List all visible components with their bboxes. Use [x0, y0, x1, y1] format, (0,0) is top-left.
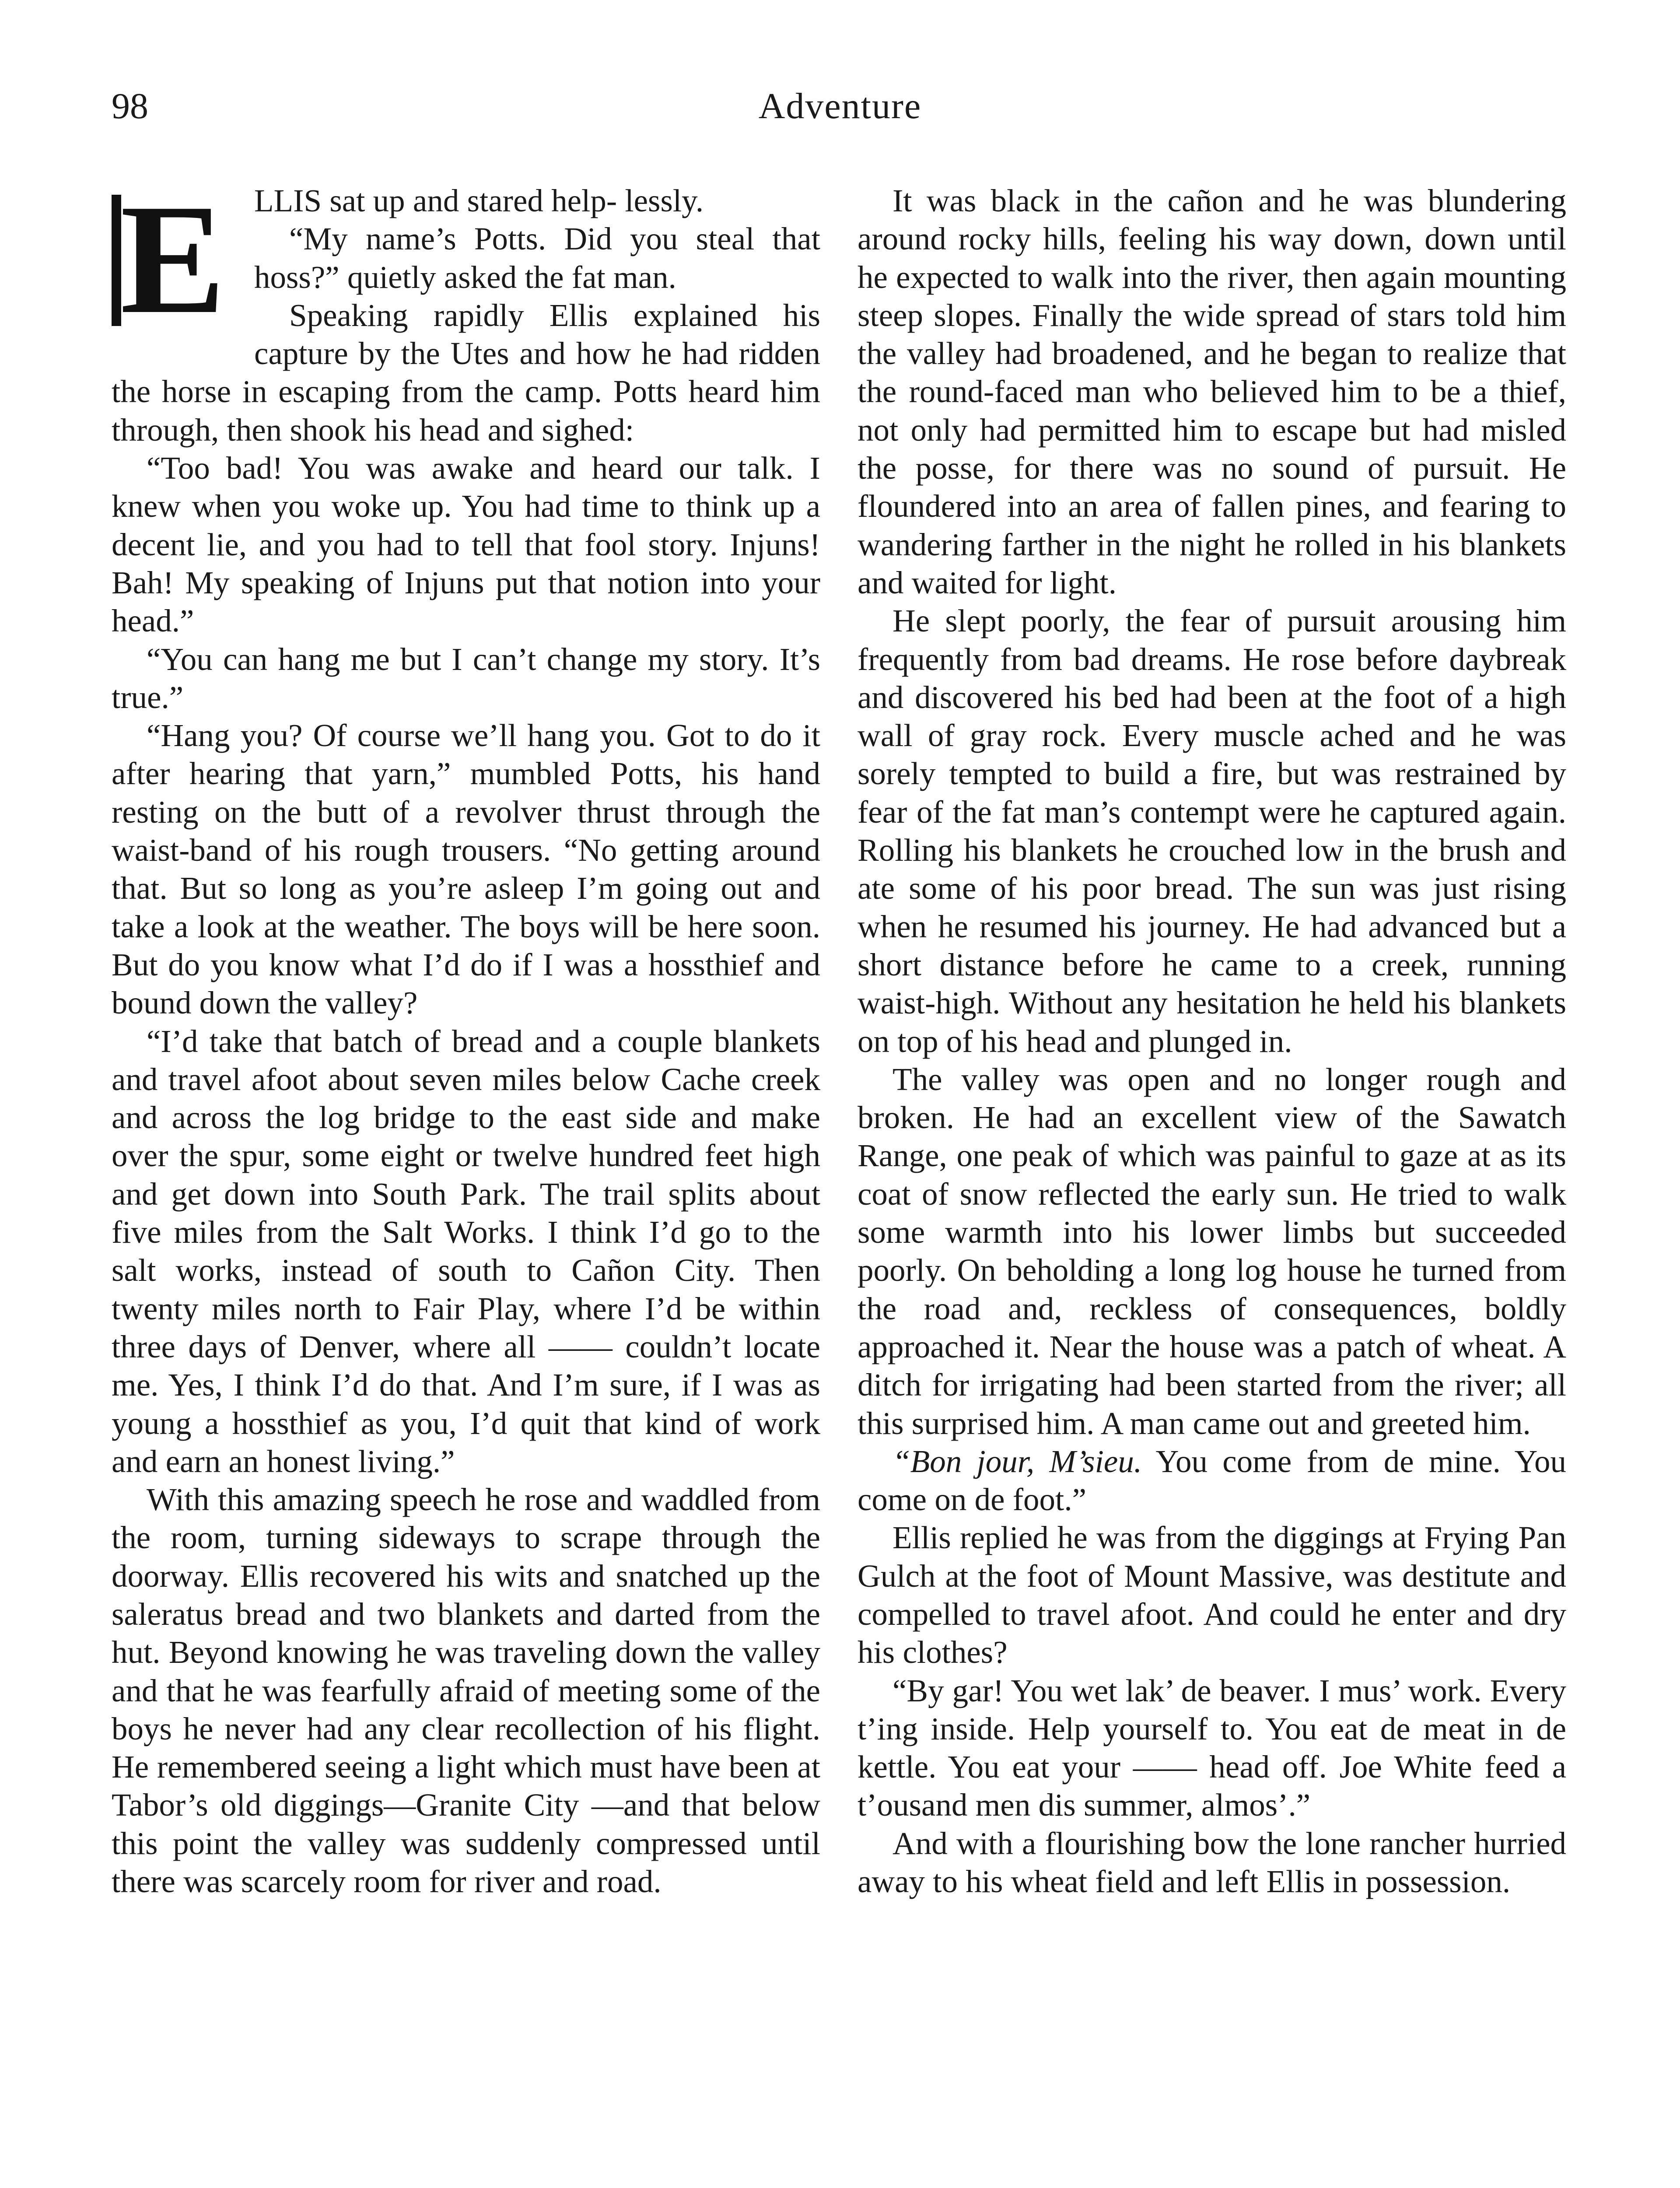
running-head-title: Adventure	[758, 86, 922, 126]
paragraph: The valley was open and no longer rough and broken. He had an excellent view of the Sawatch Range, one peak of which was painful to gaze at as its coat of snow reflected the early sun. He tried to walk some warmth into his lower limbs but succeeded poorly. On beholding a long log house he turned from the road and, reckless of consequences, boldly approached it. Near the house was a patch of wheat. A ditch for irrigating had been started from the river; all this surprised him. A man came out and greeted him.	[858, 1061, 1566, 1441]
paragraph: “By gar! You wet lak’ de beaver. I mus’ work. Every t’ing inside. Help yourself to. You eat de meat in de kettle. You eat your —— head off. Joe White feed a t’ousand men dis summer, almos’.”	[858, 1673, 1566, 1823]
paragraph: “You can hang me but I can’t change my story. It’s true.”	[112, 641, 820, 715]
page-number: 98	[112, 86, 148, 126]
italic-greeting: “Bon jour, M’sieu.	[892, 1443, 1142, 1479]
paragraph-dialogue	[858, 1442, 1566, 1519]
paragraph: Ellis replied he was from the diggings at Frying Pan Gulch at the foot of Mount Massive, was destitute and compelled to travel afoot. And could he enter and dry his clothes?	[858, 1520, 1566, 1670]
paragraph: LLIS sat up and stared help- lessly.	[254, 183, 704, 218]
paragraph: With this amazing speech he rose and waddled from the room, turning sideways to scrape through the doorway. Ellis recovered his wits and snatched up the saleratus bread and two blankets and darted from the hut. Beyond knowing he was traveling down the valley and that he was fearfully afraid of meeting some of the boys he never had any clear recollection of his flight. He remembered seeing a light which must have been at Tabor’s old diggings—Granite City —and that below this point the valley was suddenly compressed until there was scarcely room for river and road.	[112, 1482, 820, 1900]
paragraph: “I’d take that batch of bread and a couple blankets and travel afoot about seven miles below Cache creek and across the log bridge to the east side and make over the spur, some eight or twelve hundred feet high and get down into South Park. The trail splits about five miles from the Salt Works. I think I’d go to the salt works, instead of south to Cañon City. Then twenty miles north to Fair Play, where I’d be within three days of Denver, where all —— couldn’t locate me. Yes, I think I’d do that. And I’m sure, if I was as young a hossthief as you, I’d quit that kind of work and earn an honest living.”	[112, 1023, 820, 1479]
paragraph: “Too bad! You was awake and heard our talk. I knew when you woke up. You had time to think up a decent lie, and you had to tell that fool story. Injuns! Bah! My speaking of Injuns put that notion into your head.”	[112, 450, 820, 639]
page-header	[112, 82, 1568, 130]
paragraph: It was black in the cañon and he was blundering around rocky hills, feeling his way down, down until he expected to walk into the river, then again mounting steep slopes. Finally the wide spread of stars told him the valley had broadened, and he began to realize that the round-faced man who believed him to be a thief, not only had permitted him to escape but had misled the posse, for there was no sound of pursuit. He floundered into an area of fallen pines, and fearing to wandering farther in the night he rolled in his blankets and waited for light.	[858, 183, 1566, 600]
left-column	[112, 172, 820, 1900]
paragraph: He slept poorly, the fear of pursuit arousing him frequently from bad dreams. He rose before daybreak and discovered his bed had been at the foot of a high wall of gray rock. Every muscle ached and he was sorely tempted to build a fire, but was restrained by fear of the fat man’s contempt were he captured again. Rolling his blankets he crouched low in the brush and ate some of his poor bread. The sun was just rising when he resumed his journey. He had advanced but a short distance before he came to a creek, running waist-high. Without any hesitation he held his blankets on top of his head and plunged in.	[858, 603, 1566, 1059]
drop-cap	[112, 172, 243, 346]
paragraph: “Hang you? Of course we’ll hang you. Got to do it after hearing that yarn,” mumbled Potts, his hand resting on the butt of a revolver thrust through the waist-band of his rough trousers. “No getting around that. But so long as you’re asleep I’m going out and take a look at the weather. The boys will be here soon. But do you know what I’d do if I was a hossthief and bound down the valley?	[112, 718, 820, 1021]
paragraph: “My name’s Potts. Did you steal that hoss?” quietly asked the fat man.	[254, 221, 820, 295]
drop-cap-letter: E	[120, 172, 226, 346]
dialogue-rest: You come from de mine. You come on de foot.”	[858, 1443, 1566, 1518]
paragraph: And with a flourishing bow the lone rancher hurried away to his wheat field and left Ellis in possession.	[858, 1825, 1566, 1900]
right-column	[858, 182, 1566, 1900]
paragraph: Speaking rapidly Ellis explained his capture by the Utes and how he had ridden the horse in escaping from the camp. Potts heard him through, then shook his head and sighed:	[112, 297, 820, 448]
